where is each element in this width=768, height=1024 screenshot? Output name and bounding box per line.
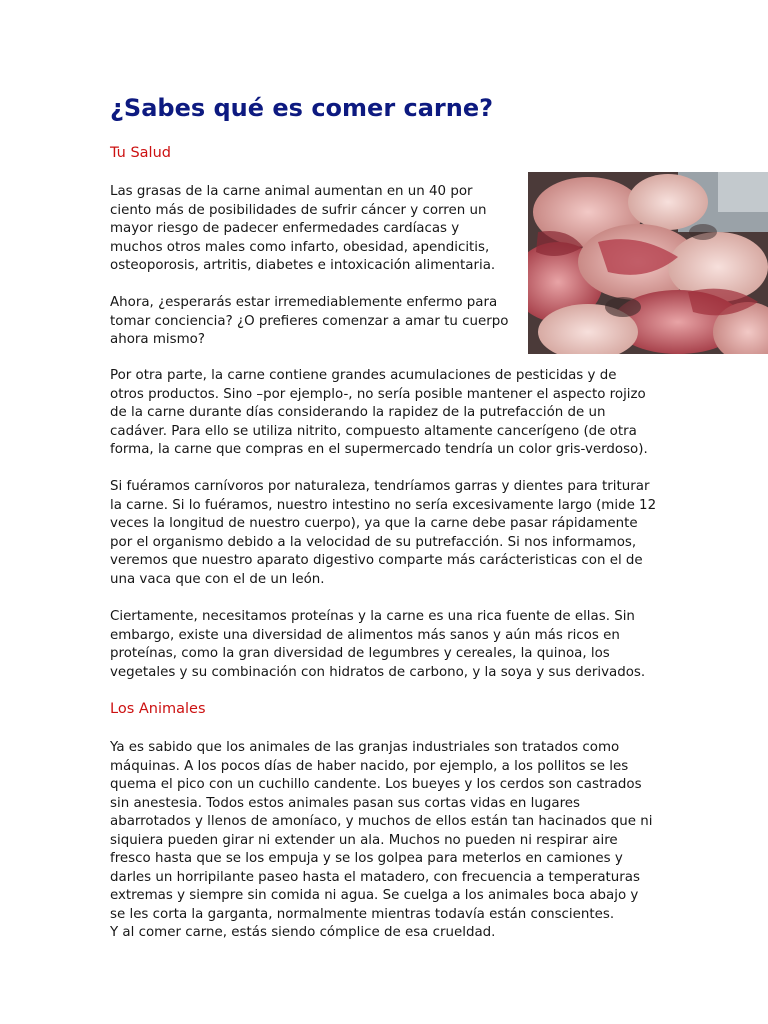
meat-photo-graphic [528, 172, 768, 354]
paragraph-animals-1: Ya es sabido que los animales de las granjas industriales son tratados como máquinas. A los pocos días de haber nacido, por ejemplo, a los pollitos se les quema el pico con un cuchillo candente. Los bueyes y los cerdos son castrados sin anestesia. Todos estos animales pasan sus cortas vidas en lugares abarrotados y llenos de amoníaco, y muchos de ellos están tan hacinados que ni siquiera pueden girar ni extender un ala. Muchos no pueden ni respirar aire fresco hasta que se los empuja y se los golpea para meterlos en camiones y darles un horripilante paseo hasta el matadero, con frecuencia a temperaturas extremas y siempre sin comida ni agua. Se cuelga a los animales boca abajo y se les corta la garganta, normalmente mientras todavía están conscientes. [110, 740, 653, 922]
meat-photo [528, 172, 768, 354]
paragraph-animals-2: Y al comer carne, estás siendo cómplice de esa crueldad. [110, 925, 496, 940]
section-heading-animals: Los Animales [110, 701, 206, 717]
page-title: ¿Sabes qué es comer carne? [110, 94, 494, 122]
section-heading-health: Tu Salud [110, 145, 171, 161]
paragraph-health-5: Ciertamente, necesitamos proteínas y la carne es una rica fuente de ellas. Sin embargo, existe una diversidad de alimentos más sanos y aún más ricos en proteínas, como la gran diversidad de legumbres y cereales, la quinoa, los vegetales y su combinación con hidratos de carbono, y la soya y sus derivados. [110, 609, 646, 680]
paragraph-health-3: Por otra parte, la carne contiene grandes acumulaciones de pesticidas y de otros productos. Sino –por ejemplo-, no sería posible mantener el aspecto rojizo de la carne durante días considerando la rapidez de la putrefacción de un cadáver. Para ello se utiliza nitrito, compuesto altamente cancerígeno (de otra forma, la carne que compras en el supermercado tendría un color gris-verdoso). [110, 368, 648, 457]
paragraph-health-1: Las grasas de la carne animal aumentan en un 40 por ciento más de posibilidades de sufrir cáncer y corren un mayor riesgo de padecer enfermedades cardíacas y muchos otros males como infarto, obesidad, apendicitis, osteoporosis, artritis, diabetes e intoxicación alimentaria. [110, 184, 496, 273]
paragraph-health-4: Si fuéramos carnívoros por naturaleza, tendríamos garras y dientes para triturar la carne. Si lo fuéramos, nuestro intestino no sería excesivamente largo (mide 12 veces la longitud de nuestro cuerpo), ya que la carne debe pasar rápidamente por el organismo debido a la velocidad de su putrefacción. Si nos informamos, veremos que nuestro aparato digestivo comparte más carácteristicas con el de una vaca que con el de un león. [110, 479, 657, 587]
paragraph-health-2: Ahora, ¿esperarás estar irremediablemente enfermo para tomar conciencia? ¿O prefieres comenzar a amar tu cuerpo ahora mismo? [110, 295, 509, 347]
